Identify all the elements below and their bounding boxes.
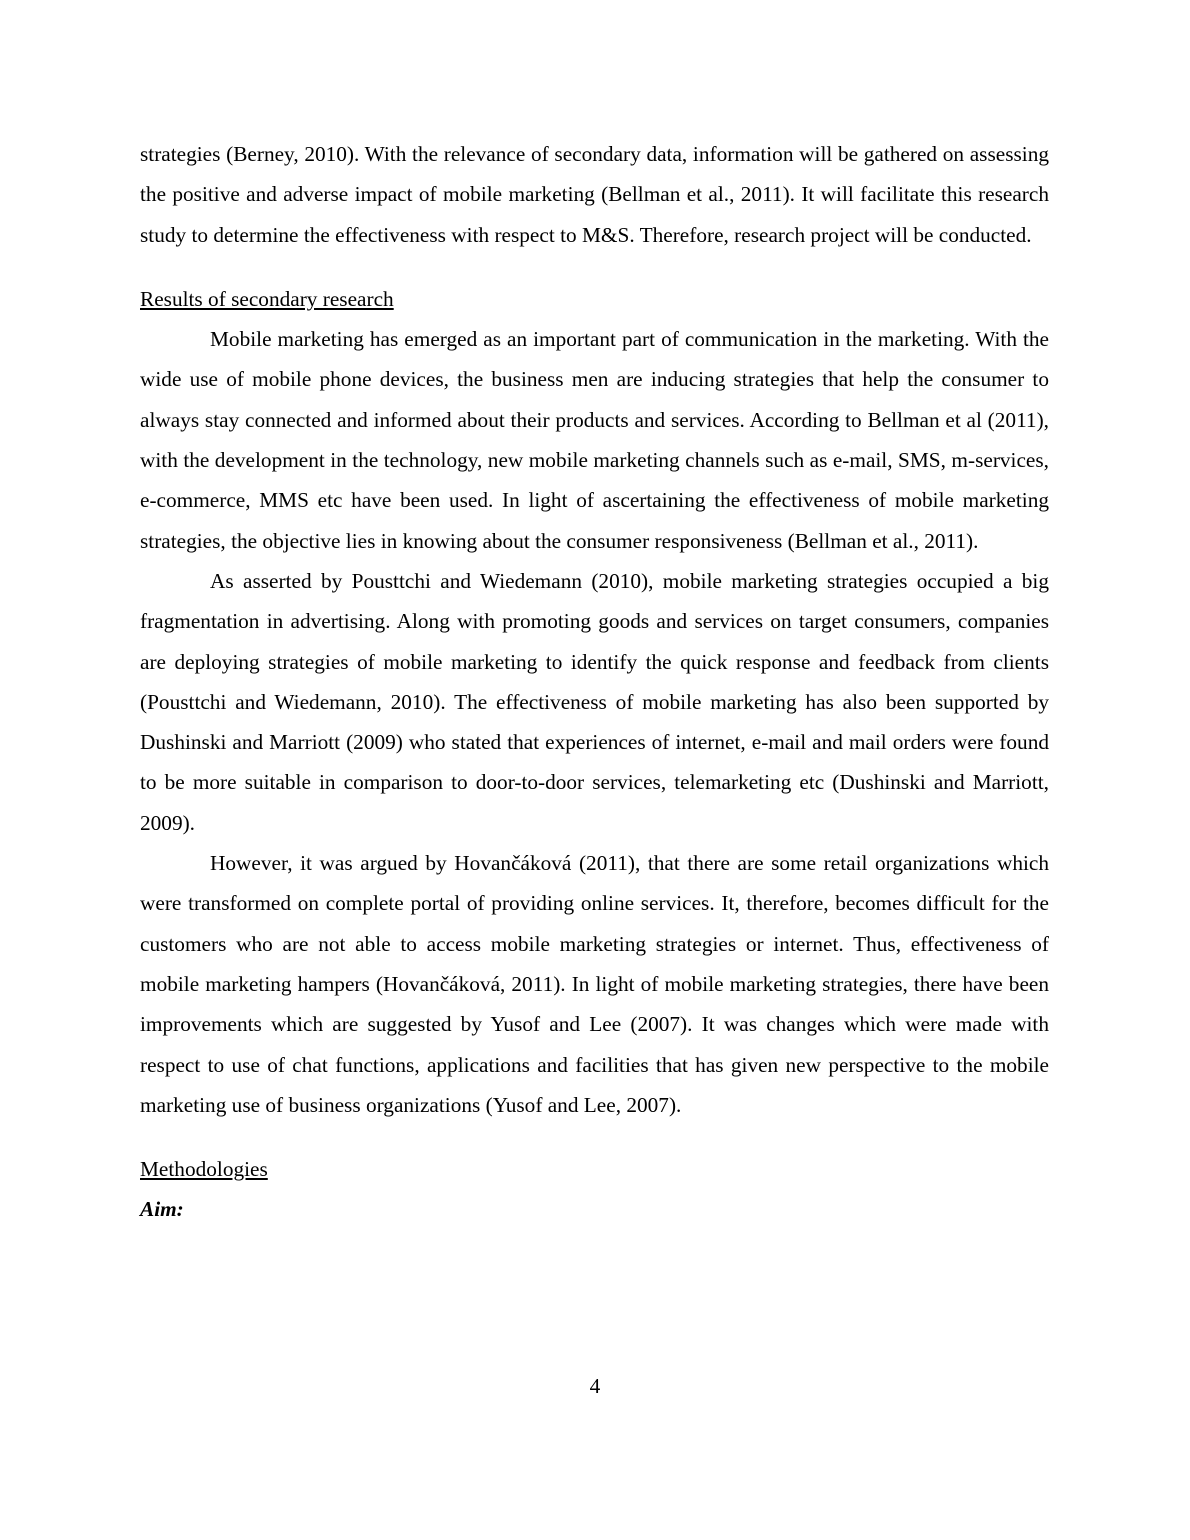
methodologies-heading: Methodologies [140,1157,268,1182]
results-paragraph-3: However, it was argued by Hovančáková (2011), that there are some retail organizations which were transformed on complete portal of providing online services. It, therefore, becomes difficult for the customers who are not able to access mobile marketing strategies or internet. Thus, effectiveness of mobile marketing hampers (Hovančáková, 2011). In light of mobile marketing strategies, there have been improvements which are suggested by Yusof and Lee (2007). It was changes which were made with respect to use of chat functions, applications and facilities that has given new perspective to the mobile marketing use of business organizations (Yusof and Lee, 2007). [140,851,1049,1117]
aim-label: Aim: [140,1197,184,1222]
results-heading: Results of secondary research [140,286,394,311]
intro-paragraph: strategies (Berney, 2010). With the relevance of secondary data, information will be gathered on assessing the positive and adverse impact of mobile marketing (Bellman et al., 2011). It will facilitate this research study to determine the effectiveness with respect to M&S. Therefore, research project will be conducted. [140,142,1049,247]
results-paragraph-1: Mobile marketing has emerged as an important part of communication in the marketing. With the wide use of mobile phone devices, the business men are inducing strategies that help the consumer to always stay connected and informed about their products and services. According to Bellman et al (2011), with the development in the technology, new mobile marketing channels such as e-mail, SMS, m-services, e-commerce, MMS etc have been used. In light of ascertaining the effectiveness of mobile marketing strategies, the objective lies in knowing about the consumer responsiveness (Bellman et al., 2011). [140,327,1049,553]
page-content [140,134,1049,1230]
page-number: 4 [589,1374,601,1398]
results-paragraph-2: As asserted by Pousttchi and Wiedemann (2010), mobile marketing strategies occupied a big fragmentation in advertising. Along with promoting goods and services on target consumers, companies are deploying strategies of mobile marketing to identify the quick response and feedback from clients (Pousttchi and Wiedemann, 2010). The effectiveness of mobile marketing has also been supported by Dushinski and Marriott (2009) who stated that experiences of internet, e-mail and mail orders were found to be more suitable in comparison to door-to-door services, telemarketing etc (Dushinski and Marriott, 2009). [140,568,1049,835]
section-spacer [140,1125,1049,1149]
section-spacer [140,255,1049,279]
